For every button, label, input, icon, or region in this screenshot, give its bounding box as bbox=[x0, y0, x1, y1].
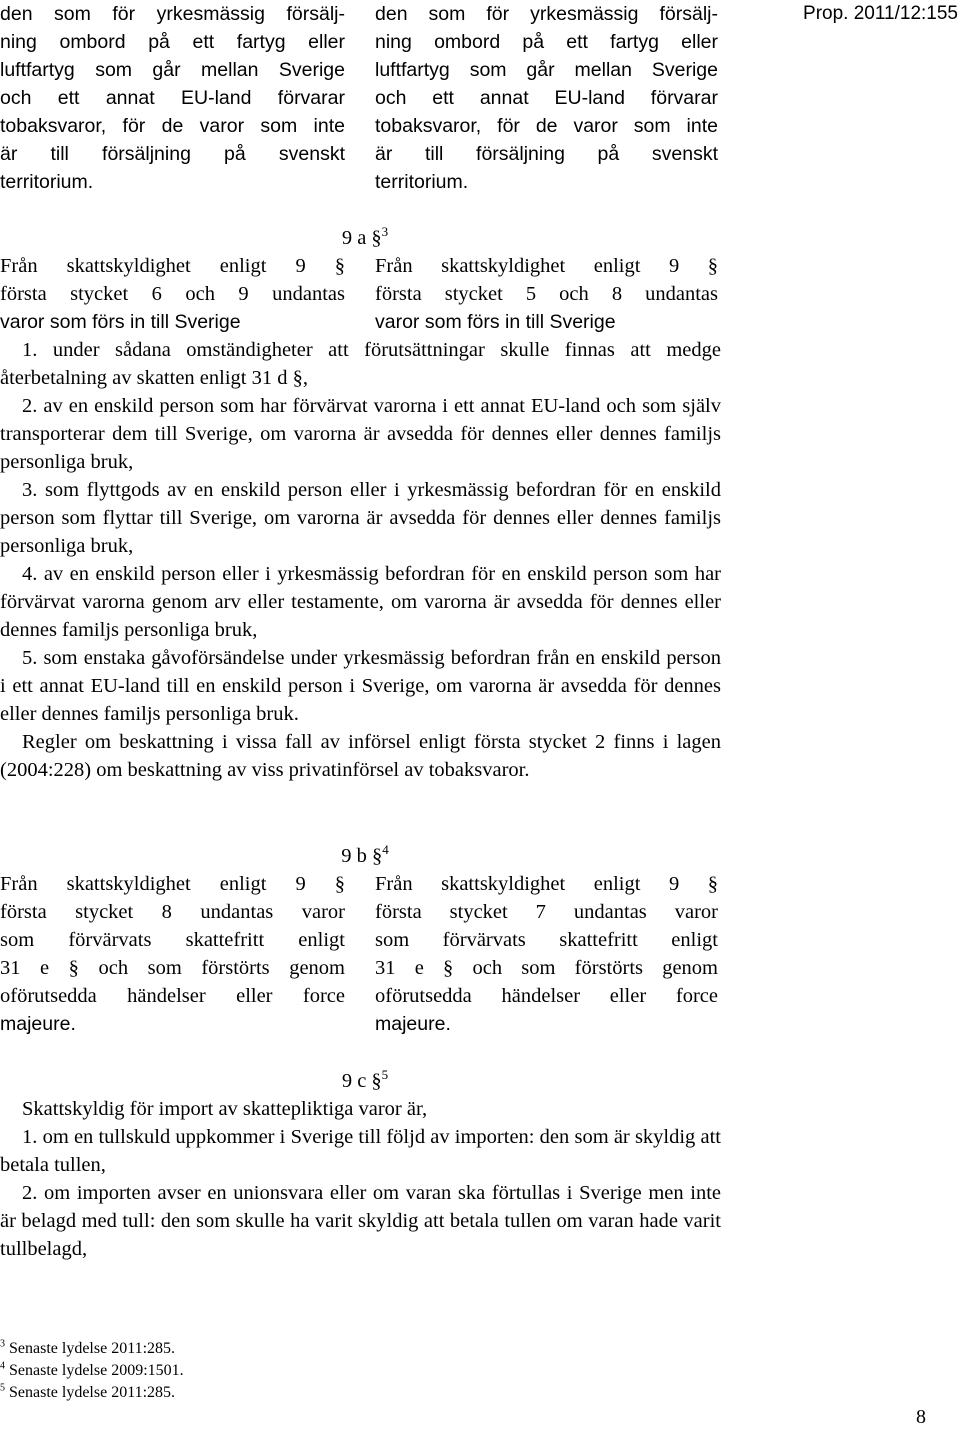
text-line: tobaksvaror, för de varor som inte bbox=[0, 115, 345, 137]
list-item: 3. som flyttgods av en enskild person eller i yrkesmässig befordran för en enskild person som flyttar till Sverige, om varorna är avsedda för dennes eller dennes familjs personliga bruk, bbox=[0, 479, 721, 557]
footnote-ref: 3 bbox=[381, 224, 389, 240]
list-item: 2. av en enskild person som har förvärvat varorna i ett annat EU-land och som själv transporterar dem till Sverige, om varorna är avsedda för dennes eller dennes familjs personliga bruk, bbox=[0, 395, 721, 473]
text-line: är till försäljning på svenskt bbox=[375, 143, 718, 165]
section-9a-left-column bbox=[0, 252, 345, 336]
footnote-text: Senaste lydelse 2011:285. bbox=[9, 1340, 176, 1357]
text-line: luftfartyg som går mellan Sverige bbox=[375, 59, 718, 81]
text-line: 31 e § och som förstörts genom bbox=[0, 957, 345, 979]
text-line: Från skattskyldighet enligt 9 § bbox=[375, 873, 718, 895]
text-line: och ett annat EU-land förvarar bbox=[0, 87, 345, 109]
footnote-number: 4 bbox=[0, 1360, 5, 1372]
text-line: oförutsedda händelser eller force bbox=[0, 985, 345, 1007]
text-line: territorium. bbox=[0, 171, 94, 193]
section-heading-9a bbox=[0, 224, 730, 252]
section-9a-right-column bbox=[375, 252, 718, 336]
page-number: 8 bbox=[916, 1406, 926, 1428]
footnote-number: 3 bbox=[0, 1338, 5, 1350]
text-line: oförutsedda händelser eller force bbox=[375, 985, 718, 1007]
section-heading-text: 9 b § bbox=[341, 845, 383, 867]
text-line: första stycket 6 och 9 undantas bbox=[0, 283, 345, 305]
list-item: 1. under sådana omständigheter att förutsättningar skulle finnas att medge återbetalning av skatten enligt 31 d §, bbox=[0, 339, 721, 389]
text-line: den som för yrkesmässig försälj- bbox=[375, 3, 718, 25]
text-line: Från skattskyldighet enligt 9 § bbox=[0, 873, 345, 895]
text-line: 31 e § och som förstörts genom bbox=[375, 957, 718, 979]
list-item: 1. om en tullskuld uppkommer i Sverige till följd av importen: den som är skyldig att betala tullen, bbox=[0, 1126, 721, 1176]
text-line: luftfartyg som går mellan Sverige bbox=[0, 59, 345, 81]
footnote bbox=[0, 1382, 184, 1404]
text-line: ning ombord på ett fartyg eller bbox=[0, 31, 345, 53]
section-9c-body bbox=[0, 1095, 721, 1263]
closing-paragraph: Regler om beskattning i vissa fall av införsel enligt första stycket 2 finns i lagen (2004:228) om beskattning av viss privatinförsel av tobaksvaror. bbox=[0, 731, 721, 781]
section-heading-text: 9 a § bbox=[341, 227, 382, 249]
text-line: är till försäljning på svenskt bbox=[0, 143, 345, 165]
text-line: första stycket 7 undantas varor bbox=[375, 901, 718, 923]
text-line: första stycket 5 och 8 undantas bbox=[375, 283, 718, 305]
footnote-text: Senaste lydelse 2009:1501. bbox=[9, 1362, 184, 1379]
section-9b-right-column bbox=[375, 870, 718, 1038]
top-left-column bbox=[0, 0, 345, 196]
text-line: tobaksvaror, för de varor som inte bbox=[375, 115, 718, 137]
text-line: varor som förs in till Sverige bbox=[375, 311, 616, 333]
footnote bbox=[0, 1338, 184, 1360]
text-line: första stycket 8 undantas varor bbox=[0, 901, 345, 923]
footnote-number: 5 bbox=[0, 1382, 5, 1394]
footnote-ref: 4 bbox=[382, 842, 389, 858]
footnotes bbox=[0, 1338, 184, 1404]
section-9b-left-column bbox=[0, 870, 345, 1038]
list-item: 4. av en enskild person eller i yrkesmässig befordran för en enskild person som har förvärvat varorna genom arv eller testamente, om varorna är avsedda för dennes eller dennes familjs personliga bruk, bbox=[0, 563, 721, 641]
section-heading-9c bbox=[0, 1067, 730, 1095]
section-heading-text: 9 c § bbox=[341, 1070, 382, 1092]
text-line: territorium. bbox=[375, 171, 469, 193]
text-line: som förvärvats skattefritt enligt bbox=[0, 929, 345, 951]
footnote bbox=[0, 1360, 184, 1382]
section-9a-list bbox=[0, 336, 721, 784]
text-line: Från skattskyldighet enligt 9 § bbox=[375, 255, 718, 277]
intro-paragraph: Skattskyldig för import av skattepliktiga varor är, bbox=[22, 1098, 428, 1120]
section-heading-9b bbox=[0, 842, 730, 870]
text-line: som förvärvats skattefritt enligt bbox=[375, 929, 718, 951]
list-item: 2. om importen avser en unionsvara eller om varan ska förtullas i Sverige men inte är belagd med tull: den som skulle ha varit skyldig att betala tullen om varan hade varit tullbelagd, bbox=[0, 1182, 721, 1260]
text-line: och ett annat EU-land förvarar bbox=[375, 87, 718, 109]
footnote-text: Senaste lydelse 2011:285. bbox=[9, 1384, 176, 1401]
text-line: ning ombord på ett fartyg eller bbox=[375, 31, 718, 53]
footnote-ref: 5 bbox=[381, 1067, 389, 1083]
text-line: Från skattskyldighet enligt 9 § bbox=[0, 255, 345, 277]
proposition-reference: Prop. 2011/12:155 bbox=[803, 3, 958, 24]
text-line: majeure. bbox=[375, 1013, 451, 1035]
text-line: varor som förs in till Sverige bbox=[0, 311, 241, 333]
text-line: den som för yrkesmässig försälj- bbox=[0, 3, 345, 25]
text-line: majeure. bbox=[0, 1013, 76, 1035]
top-right-column bbox=[375, 0, 718, 196]
list-item: 5. som enstaka gåvoförsändelse under yrkesmässig befordran från en enskild person i ett annat EU-land till en enskild person i Sverige, om varorna är avsedda för dennes eller dennes familjs personliga bruk. bbox=[0, 647, 721, 725]
